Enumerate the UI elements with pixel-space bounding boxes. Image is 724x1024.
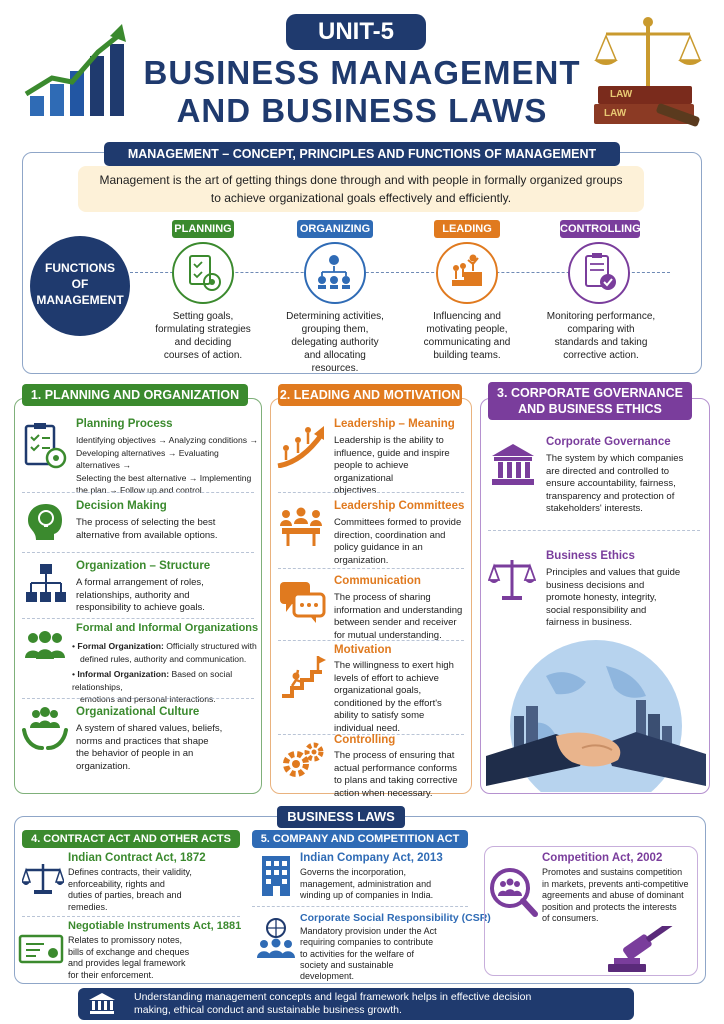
- negotiable-instruments-l1: Relates to promissory notes,: [68, 935, 183, 945]
- motivation-l6: individual need.: [334, 722, 401, 734]
- negotiable-instruments-title: Negotiable Instruments Act, 1881: [68, 920, 242, 932]
- leadership-meaning-l1: Leadership is the ability to: [334, 435, 444, 446]
- competition-act-l3: agreements and abuse of dominant: [542, 890, 684, 900]
- contract-act-l1: Defines contracts, their validity,: [68, 867, 192, 877]
- contract-separator: [22, 916, 240, 917]
- leading-description: [404, 310, 530, 362]
- corporate-governance-title: Corporate Governance: [546, 436, 671, 448]
- culture-hands-icon: [22, 706, 68, 754]
- col1-separator-1: [22, 492, 254, 493]
- motivation-l4: conditioned by the effort's: [334, 697, 442, 709]
- col2-separator-1: [278, 492, 464, 493]
- company-act-l3: winding up of companies in India.: [300, 890, 434, 900]
- communication-l3: between sender and receiver: [334, 617, 457, 628]
- motivation-l2: levels of effort to achieve: [334, 672, 439, 684]
- csr-l4: society and sustainable: [300, 959, 394, 970]
- organizing-desc-1: Determining activities,: [286, 311, 384, 322]
- motivation-l5: ability to satisfy some: [334, 710, 425, 721]
- globe-handshake-illustration: [486, 636, 706, 792]
- leading-icon: [436, 242, 498, 304]
- leadership-meaning-desc: [334, 435, 470, 498]
- competition-act-l1: Promotes and sustains competition: [542, 867, 683, 877]
- magnifier-people-icon: [488, 866, 538, 918]
- competition-act-title: Competition Act, 2002: [542, 852, 663, 864]
- people-group-icon: [22, 630, 68, 662]
- competition-act-l2: in markets, prevents anti-competitive: [542, 878, 689, 889]
- cheque-icon: [18, 934, 64, 964]
- csr-title: Corporate Social Responsibility (CSR): [300, 912, 491, 924]
- leadership-meaning-l3: people to achieve organizational: [334, 460, 409, 484]
- corporate-governance-l5: stakeholders' interests.: [546, 503, 643, 514]
- government-building-icon: [490, 442, 536, 488]
- company-act-l2: management, administration and: [300, 878, 432, 889]
- col1-separator-3: [22, 618, 254, 619]
- planning-process-title: Planning Process: [76, 418, 173, 430]
- leading-desc-2: motivating people,: [426, 324, 508, 335]
- motivation-flag-icon: [278, 652, 326, 700]
- leadership-committees-l4: organization.: [334, 554, 389, 566]
- title-line-1: BUSINESS MANAGEMENT: [143, 54, 581, 91]
- footer-text: [134, 991, 624, 1017]
- motivation-l3: organizational goals,: [334, 685, 422, 696]
- col3-title-line-2: AND BUSINESS ETHICS: [518, 402, 662, 416]
- planning-process-l3: Selecting the best alternative → Implementing: [76, 472, 252, 483]
- csr-l3: to activities for the welfare of: [300, 948, 415, 959]
- col3-separator-1: [488, 530, 700, 531]
- org-structure-l2: relationships, authority and: [76, 589, 190, 601]
- leadership-meaning-l2: influence, guide and inspire: [334, 447, 450, 459]
- organizing-description: [272, 310, 398, 375]
- org-culture-l3: the behavior of people in an: [76, 748, 194, 759]
- title-line-2: AND BUSINESS LAWS: [176, 92, 548, 129]
- contract-act-l2: enforceability, rights and: [68, 878, 165, 889]
- business-ethics-l1: Principles and values that guide: [546, 567, 681, 578]
- motivation-l1: The willingness to exert high: [334, 660, 454, 671]
- org-structure-l1: A formal arrangement of roles,: [76, 577, 204, 588]
- organizing-icon: [304, 242, 366, 304]
- controlling-desc: [334, 750, 470, 800]
- function-label-planning: PLANNING: [172, 220, 234, 238]
- planning-icon: [172, 242, 234, 304]
- management-definition: [78, 166, 644, 212]
- informal-org-label: Informal Organization:: [77, 669, 170, 679]
- planning-process-l1: Identifying objectives → Analyzing conditions →: [76, 435, 258, 445]
- leadership-committees-l1: Committees formed to provide: [334, 517, 462, 528]
- competition-act-l4: position and protects the interests: [542, 901, 677, 912]
- controlling-desc-3: standards and taking: [554, 337, 648, 348]
- org-culture-title: Organizational Culture: [76, 706, 200, 718]
- leadership-meaning-l4: objectives.: [334, 485, 379, 496]
- leadership-committees-l3: policy guidance in an: [334, 542, 423, 553]
- controlling-desc-4: corrective action.: [563, 350, 639, 361]
- business-ethics-l5: fairness in business.: [546, 617, 633, 628]
- communication-l4: for mutual understanding.: [334, 629, 442, 641]
- contract-act-l3: duties of parties, breach and: [68, 890, 182, 900]
- planning-description: [140, 310, 266, 362]
- decision-making-l1: The process of selecting the best: [76, 517, 216, 528]
- controlling-l4: action when necessary.: [334, 787, 433, 799]
- company-act-title: Indian Company Act, 2013: [300, 852, 443, 864]
- col1-separator-2: [22, 552, 254, 553]
- decision-making-desc: [76, 517, 256, 542]
- speech-bubbles-icon: [278, 580, 326, 624]
- negotiable-instruments-l2: bills of exchange and cheques: [68, 946, 190, 957]
- informal-org-bullet: • Informal Organization: Based on social relationships,: [72, 669, 233, 692]
- col1-title: 1. PLANNING AND ORGANIZATION: [22, 384, 248, 406]
- committee-meeting-icon: [276, 506, 326, 548]
- col2-title: 2. LEADING AND MOTIVATION: [278, 384, 462, 406]
- org-structure-l3: responsibility to achieve goals.: [76, 602, 205, 613]
- organizing-desc-5: resources.: [311, 363, 359, 374]
- planning-desc-3: and deciding: [174, 337, 232, 348]
- planning-process-l2: Developing alternatives → Evaluating alternatives →: [76, 447, 219, 470]
- footer-line-1: Understanding management concepts and legal framework helps in effective decision: [134, 991, 532, 1003]
- formal-informal-desc: [72, 640, 262, 706]
- functions-of-management-badge: [30, 236, 130, 336]
- contract-act-header: 4. CONTRACT ACT AND OTHER ACTS: [22, 830, 240, 848]
- gavel-icon: [604, 926, 684, 976]
- informal-org-text-2: emotions and personal interactions.: [80, 694, 216, 704]
- business-laws-title: BUSINESS LAWS: [277, 806, 405, 828]
- decision-making-l2: alternative from available options.: [76, 529, 218, 541]
- controlling-l3: to plans and taking corrective: [334, 775, 458, 786]
- organizing-desc-3: delegating authority: [291, 337, 379, 348]
- planning-process-icon: [22, 422, 68, 470]
- negotiable-instruments-l4: for their enforcement.: [68, 969, 154, 980]
- corporate-governance-l1: The system by which companies: [546, 453, 684, 464]
- org-culture-l1: A system of shared values, beliefs,: [76, 723, 223, 734]
- communication-title: Communication: [334, 575, 421, 587]
- footer-line-2: making, ethical conduct and sustainable business growth.: [134, 1004, 402, 1016]
- business-ethics-title: Business Ethics: [546, 550, 635, 562]
- formal-org-text-2: defined rules, authority and communication.: [80, 653, 247, 664]
- leadership-committees-desc: [334, 517, 470, 567]
- org-structure-desc: [76, 577, 256, 615]
- formal-informal-title: Formal and Informal Organizations: [76, 622, 259, 634]
- controlling-title: Controlling: [334, 734, 396, 746]
- org-structure-icon: [24, 562, 68, 606]
- company-act-header: 5. COMPANY AND COMPETITION ACT: [252, 830, 468, 848]
- col2-separator-2: [278, 568, 464, 569]
- planning-desc-4: courses of action.: [163, 350, 243, 361]
- leading-desc-1: Influencing and: [433, 311, 501, 322]
- corporate-governance-desc: [546, 453, 706, 516]
- communication-l1: The process of sharing: [334, 592, 431, 603]
- planning-process-l4: the plan → Follow up and control.: [76, 485, 205, 495]
- communication-desc: [334, 592, 470, 642]
- functions-line-1: FUNCTIONS: [45, 261, 115, 275]
- communication-l2: information and understanding: [334, 604, 463, 616]
- negotiable-instruments-desc: [68, 935, 240, 981]
- csr-l2: requiring companies to contribute: [300, 937, 434, 948]
- leadership-stairs-icon: [276, 420, 326, 468]
- controlling-l1: The process of ensuring that: [334, 750, 455, 761]
- definition-line-1: Management is the art of getting things done through and with people in formally organized groups: [99, 173, 623, 187]
- motivation-title: Motivation: [334, 644, 392, 656]
- functions-line-3: MANAGEMENT: [36, 293, 124, 307]
- corporate-governance-l3: ensure accountability, fairness,: [546, 478, 676, 489]
- company-separator: [252, 906, 468, 907]
- leading-desc-3: communicating and: [423, 337, 511, 348]
- contract-act-desc: [68, 867, 240, 913]
- corporate-governance-l4: transparency and protection of: [546, 490, 675, 502]
- negotiable-instruments-l3: and provides legal framework: [68, 958, 186, 968]
- controlling-icon: [568, 242, 630, 304]
- decision-making-title: Decision Making: [76, 500, 167, 512]
- function-label-controlling: CONTROLLING: [560, 220, 640, 238]
- definition-line-2: to achieve organizational goals effectively and efficiently.: [210, 191, 512, 205]
- informal-org-text: Based on social relationships,: [72, 669, 233, 692]
- csr-globe-people-icon: [254, 916, 298, 960]
- corporate-governance-l2: are directed and controlled to: [546, 465, 670, 477]
- business-ethics-l2: business decisions and: [546, 579, 645, 591]
- functions-line-2: OF: [71, 277, 89, 291]
- competition-act-desc: [542, 867, 702, 925]
- business-ethics-desc: [546, 567, 706, 630]
- company-act-l1: Governs the incorporation,: [300, 867, 407, 877]
- col3-title: [488, 382, 692, 420]
- unit-badge: UNIT-5: [286, 14, 426, 50]
- decision-making-icon: [24, 500, 68, 544]
- law-scales-books-icon: [588, 12, 708, 142]
- growth-chart-icon: [22, 16, 132, 121]
- col2-separator-3: [278, 640, 464, 641]
- management-section-title: MANAGEMENT – CONCEPT, PRINCIPLES AND FUNCTIONS OF MANAGEMENT: [104, 142, 620, 166]
- planning-desc-1: Setting goals,: [172, 311, 234, 322]
- controlling-l2: actual performance conforms: [334, 762, 458, 774]
- business-ethics-l4: social responsibility and: [546, 604, 647, 616]
- leadership-committees-title: Leadership Committees: [334, 500, 465, 512]
- csr-desc: [300, 926, 472, 982]
- company-act-desc: [300, 867, 470, 902]
- col1-separator-4: [22, 698, 254, 699]
- organizing-desc-4: and allocating: [304, 350, 366, 361]
- contract-act-l4: remedies.: [68, 901, 108, 912]
- csr-l1: Mandatory provision under the Act: [300, 926, 437, 936]
- org-culture-l2: norms and practices that shape: [76, 735, 209, 747]
- formal-org-label: Formal Organization:: [77, 641, 164, 651]
- leading-desc-4: building teams.: [433, 350, 501, 361]
- controlling-description: [536, 310, 666, 362]
- col3-title-line-1: 3. CORPORATE GOVERNANCE: [497, 386, 683, 400]
- footer-building-icon: [88, 992, 116, 1016]
- motivation-desc: [334, 660, 470, 735]
- gears-icon: [278, 740, 326, 784]
- page-title: [120, 54, 604, 130]
- office-building-icon: [258, 854, 294, 898]
- organizing-desc-2: grouping them,: [301, 324, 369, 335]
- book-label-bottom: LAW: [604, 108, 627, 119]
- controlling-desc-2: comparing with: [567, 324, 635, 335]
- formal-org-bullet: • Formal Organization: Officially structured with: [72, 641, 257, 651]
- planning-desc-2: formulating strategies: [155, 324, 251, 335]
- csr-l5: development.: [300, 971, 355, 982]
- formal-org-text: Officially structured with: [163, 641, 257, 651]
- controlling-desc-1: Monitoring performance,: [546, 311, 656, 322]
- planning-process-desc: [76, 434, 260, 497]
- book-label-top: LAW: [610, 89, 633, 100]
- competition-act-l5: of consumers.: [542, 913, 599, 923]
- ethics-scales-icon: [488, 556, 536, 602]
- org-culture-desc: [76, 723, 256, 773]
- contract-scales-icon: [22, 862, 64, 896]
- contract-act-title: Indian Contract Act, 1872: [68, 852, 206, 864]
- org-culture-l4: organization.: [76, 760, 131, 772]
- org-structure-title: Organization – Structure: [76, 560, 211, 572]
- business-ethics-l3: promote honesty, integrity,: [546, 592, 657, 603]
- leadership-meaning-title: Leadership – Meaning: [334, 418, 455, 430]
- function-label-organizing: ORGANIZING: [297, 220, 373, 238]
- function-label-leading: LEADING: [434, 220, 500, 238]
- leadership-committees-l2: direction, coordination and: [334, 529, 446, 541]
